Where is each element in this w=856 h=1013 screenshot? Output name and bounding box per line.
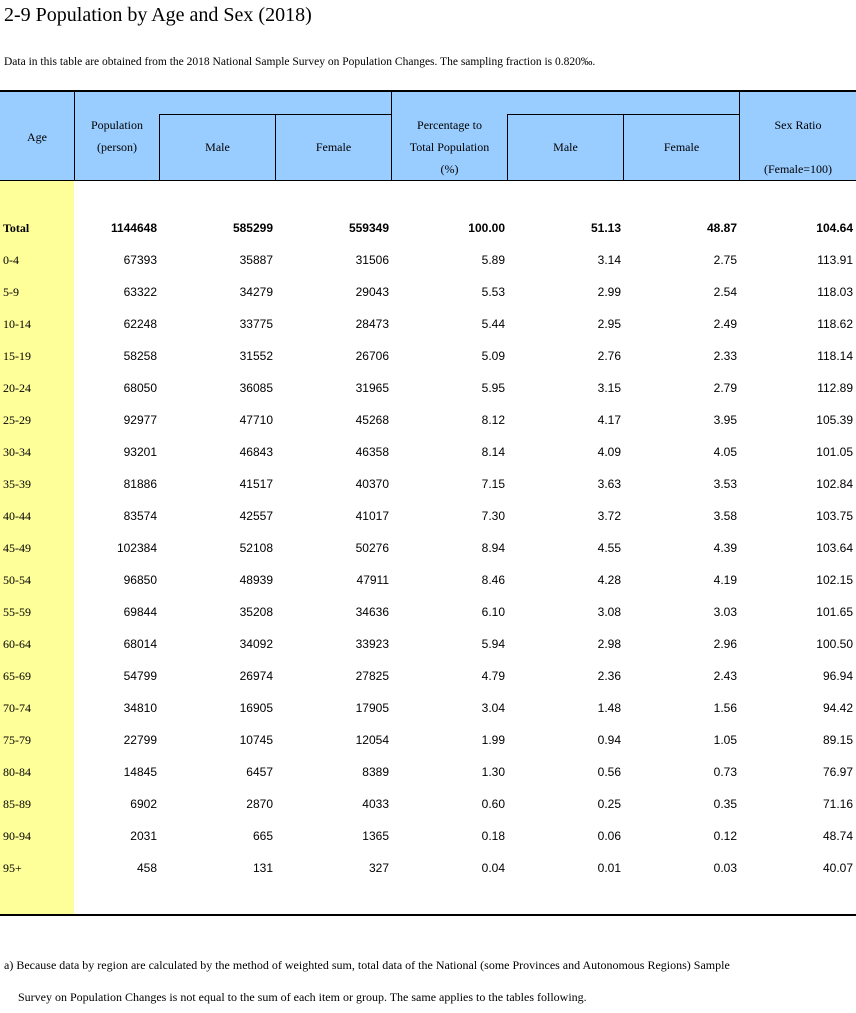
cell-male: 35887: [239, 253, 273, 267]
cell-age: 70-74: [3, 701, 31, 715]
cell-age: 95+: [3, 861, 22, 875]
cell-ratio: 101.05: [816, 445, 853, 459]
cell-pct-male: 1.48: [597, 701, 621, 715]
cell-pct-female: 2.54: [713, 285, 737, 299]
cell-pct-male: 3.08: [597, 605, 621, 619]
cell-ratio: 89.15: [822, 733, 853, 747]
cell-female: 40370: [355, 477, 389, 491]
cell-female: 559349: [348, 221, 389, 235]
cell-male: 52108: [239, 541, 273, 555]
table-row: [0, 276, 856, 308]
header-bottom-rule: [0, 180, 856, 181]
cell-age: 0-4: [3, 253, 19, 267]
cell-age: 80-84: [3, 765, 31, 779]
cell-female: 27825: [355, 669, 389, 683]
cell-pct-male: 0.06: [597, 829, 621, 843]
cell-ratio: 118.62: [817, 317, 853, 331]
table-row: [0, 788, 856, 820]
cell-pct: 8.14: [481, 445, 505, 459]
cell-age: 45-49: [3, 541, 31, 555]
cell-pct-male: 4.55: [597, 541, 621, 555]
cell-pct: 5.95: [481, 381, 505, 395]
cell-pct: 1.30: [481, 765, 505, 779]
cell-male: 42557: [239, 509, 273, 523]
cell-pct-female: 2.79: [713, 381, 737, 395]
cell-pct-female: 0.35: [713, 797, 737, 811]
cell-pct-female: 2.96: [713, 637, 737, 651]
cell-ratio: 112.89: [817, 381, 853, 395]
table-row: [0, 372, 856, 404]
cell-pop: 67393: [123, 253, 157, 267]
cell-ratio: 40.07: [822, 861, 853, 875]
footnote-line: Survey on Population Changes is not equal to the sum of each item or group. The same applies to the tables following.: [18, 990, 587, 1004]
cell-pop: 22799: [123, 733, 157, 747]
cell-male: 131: [252, 861, 273, 875]
table-row: [0, 404, 856, 436]
cell-pct: 5.53: [481, 285, 505, 299]
cell-ratio: 113.91: [817, 253, 853, 267]
cell-female: 31965: [355, 381, 389, 395]
table-row: [0, 308, 856, 340]
header-age: Age: [27, 130, 47, 144]
header-pct-male: Male: [553, 140, 578, 154]
header-percentage-line: Total Population: [409, 140, 490, 154]
table-row: [0, 532, 856, 564]
cell-male: 6457: [246, 765, 273, 779]
cell-pct-male: 4.09: [597, 445, 621, 459]
cell-pct-male: 0.94: [597, 733, 621, 747]
cell-pct-female: 3.58: [713, 509, 737, 523]
cell-male: 41517: [239, 477, 273, 491]
cell-female: 327: [368, 861, 389, 875]
cell-ratio: 104.64: [816, 221, 853, 235]
header-percentage-line: (%): [440, 162, 459, 176]
cell-male: 36085: [239, 381, 273, 395]
cell-age: 50-54: [3, 573, 31, 587]
cell-pct-female: 1.56: [713, 701, 737, 715]
cell-male: 46843: [239, 445, 273, 459]
cell-female: 45268: [355, 413, 389, 427]
cell-pct: 1.99: [481, 733, 505, 747]
table-note: Data in this table are obtained from the 2018 National Sample Survey on Population Changes. The sampling fraction is 0.820‰.: [4, 56, 596, 68]
cell-ratio: 71.16: [822, 797, 853, 811]
cell-ratio: 76.97: [822, 765, 853, 779]
cell-male: 31552: [239, 349, 273, 363]
cell-age: Total: [3, 221, 30, 235]
cell-male: 34092: [239, 637, 273, 651]
table-row: [0, 756, 856, 788]
cell-pct: 0.60: [481, 797, 505, 811]
cell-female: 17905: [355, 701, 389, 715]
cell-male: 26974: [239, 669, 273, 683]
cell-male: 48939: [239, 573, 273, 587]
header-percentage: [392, 114, 507, 180]
cell-pop: 93201: [123, 445, 157, 459]
cell-age: 60-64: [3, 637, 31, 651]
cell-male: 665: [252, 829, 273, 843]
cell-pop: 92977: [123, 413, 157, 427]
cell-age: 20-24: [3, 381, 31, 395]
cell-pct: 5.09: [481, 349, 505, 363]
cell-pct-male: 2.95: [597, 317, 621, 331]
cell-female: 47911: [356, 573, 389, 587]
cell-male: 34279: [239, 285, 273, 299]
cell-male: 10745: [239, 733, 273, 747]
table-row: [0, 692, 856, 724]
cell-pop: 2031: [130, 829, 157, 843]
header-population-line: (person): [97, 140, 137, 154]
cell-age: 90-94: [3, 829, 31, 843]
table-row: [0, 660, 856, 692]
header-top-rule: [0, 90, 856, 92]
cell-female: 8389: [362, 765, 389, 779]
cell-pop: 69844: [123, 605, 157, 619]
cell-pct-female: 3.53: [713, 477, 737, 491]
cell-pct-male: 0.56: [597, 765, 621, 779]
page-title: 2-9 Population by Age and Sex (2018): [4, 4, 312, 26]
header-female: Female: [315, 140, 352, 154]
cell-age: 55-59: [3, 605, 31, 619]
cell-pct-female: 2.43: [713, 669, 737, 683]
cell-age: 5-9: [3, 285, 19, 299]
cell-ratio: 101.65: [816, 605, 853, 619]
header-sex-ratio-line: (Female=100): [763, 162, 833, 176]
cell-pct-female: 4.05: [713, 445, 737, 459]
header-sex-ratio-line: Sex Ratio: [774, 118, 822, 132]
cell-ratio: 48.74: [822, 829, 853, 843]
cell-male: 16905: [239, 701, 273, 715]
cell-pct-male: 3.63: [597, 477, 621, 491]
cell-pct-male: 2.98: [597, 637, 621, 651]
cell-pct-male: 4.28: [597, 573, 621, 587]
cell-pop: 62248: [123, 317, 157, 331]
cell-pop: 81886: [123, 477, 157, 491]
cell-pop: 6902: [130, 797, 157, 811]
cell-pct-female: 1.05: [713, 733, 737, 747]
table-bottom-rule: [0, 914, 856, 916]
cell-pct-female: 0.03: [713, 861, 737, 875]
cell-ratio: 102.15: [816, 573, 853, 587]
cell-age: 75-79: [3, 733, 31, 747]
cell-pct-male: 4.17: [597, 413, 621, 427]
cell-male: 47710: [239, 413, 273, 427]
cell-female: 1365: [362, 829, 389, 843]
cell-pct: 5.89: [481, 253, 505, 267]
cell-female: 41017: [355, 509, 389, 523]
cell-pct-female: 4.19: [713, 573, 737, 587]
cell-pct-male: 2.76: [597, 349, 621, 363]
cell-pop: 68050: [123, 381, 157, 395]
cell-ratio: 103.75: [816, 509, 853, 523]
cell-age: 15-19: [3, 349, 31, 363]
cell-pct-female: 3.03: [713, 605, 737, 619]
cell-pct-female: 3.95: [713, 413, 737, 427]
cell-pct-female: 48.87: [706, 221, 737, 235]
cell-pct: 0.18: [481, 829, 505, 843]
cell-pop: 54799: [123, 669, 157, 683]
cell-female: 12054: [355, 733, 389, 747]
cell-pct: 8.12: [481, 413, 505, 427]
cell-ratio: 96.94: [822, 669, 853, 683]
cell-pct: 100.00: [468, 221, 505, 235]
cell-pct-male: 2.36: [597, 669, 621, 683]
table-row: [0, 564, 856, 596]
header-population-line: Population: [90, 118, 143, 132]
cell-pct-male: 0.25: [597, 797, 621, 811]
header-pct-female: Female: [663, 140, 700, 154]
cell-female: 33923: [355, 637, 389, 651]
cell-pop: 63322: [123, 285, 157, 299]
table-row: [0, 244, 856, 276]
cell-ratio: 118.14: [817, 349, 853, 363]
table-row: [0, 628, 856, 660]
cell-pop: 34810: [123, 701, 157, 715]
table-row: [0, 852, 856, 884]
cell-pop: 14845: [123, 765, 157, 779]
cell-male: 33775: [239, 317, 273, 331]
cell-pct-female: 4.39: [713, 541, 737, 555]
cell-age: 85-89: [3, 797, 31, 811]
cell-ratio: 118.03: [817, 285, 853, 299]
cell-pct: 7.15: [481, 477, 505, 491]
cell-female: 4033: [362, 797, 389, 811]
cell-pct: 7.30: [481, 509, 505, 523]
table-row: [0, 500, 856, 532]
table-row: [0, 596, 856, 628]
table-row: [0, 724, 856, 756]
cell-pct: 5.44: [481, 317, 505, 331]
cell-pct-male: 2.99: [597, 285, 621, 299]
cell-female: 46358: [355, 445, 389, 459]
cell-pct: 8.94: [481, 541, 505, 555]
cell-age: 35-39: [3, 477, 31, 491]
cell-pct-male: 3.15: [597, 381, 621, 395]
cell-pop: 102384: [116, 541, 157, 555]
cell-pct-male: 3.72: [597, 509, 621, 523]
table-row: [0, 468, 856, 500]
cell-ratio: 103.64: [816, 541, 853, 555]
header-percentage-line: Percentage to: [417, 118, 482, 132]
cell-male: 35208: [239, 605, 273, 619]
cell-ratio: 102.84: [816, 477, 853, 491]
footnote-line: a) Because data by region are calculated by the method of weighted sum, total data of the National (some Provinces and Autonomous Regions) Sample: [4, 958, 730, 972]
cell-pct: 3.04: [481, 701, 505, 715]
cell-pct: 8.46: [481, 573, 505, 587]
cell-pct-female: 2.33: [713, 349, 737, 363]
table-row: [0, 436, 856, 468]
header-population: [75, 114, 159, 158]
cell-female: 50276: [355, 541, 389, 555]
cell-pct: 5.94: [481, 637, 505, 651]
table-row: [0, 340, 856, 372]
cell-ratio: 105.39: [816, 413, 853, 427]
cell-female: 31506: [355, 253, 389, 267]
cell-male: 2870: [246, 797, 273, 811]
cell-pct-male: 0.01: [597, 861, 621, 875]
cell-pct-female: 0.73: [713, 765, 737, 779]
cell-pct-male: 51.13: [590, 221, 621, 235]
table-row: [0, 820, 856, 852]
table-row-total: [0, 212, 856, 244]
cell-pct-female: 2.75: [713, 253, 737, 267]
cell-pop: 1144648: [110, 221, 157, 235]
cell-pct-male: 3.14: [597, 253, 621, 267]
cell-female: 29043: [355, 285, 389, 299]
cell-pop: 83574: [123, 509, 157, 523]
cell-age: 30-34: [3, 445, 31, 459]
cell-pct: 0.04: [481, 861, 505, 875]
cell-age: 10-14: [3, 317, 31, 331]
cell-male: 585299: [232, 221, 273, 235]
cell-age: 65-69: [3, 669, 31, 683]
cell-pop: 458: [136, 861, 157, 875]
cell-pop: 96850: [123, 573, 157, 587]
cell-pct: 6.10: [481, 605, 505, 619]
cell-pop: 68014: [123, 637, 157, 651]
cell-female: 26706: [355, 349, 389, 363]
header-male: Male: [205, 140, 230, 154]
cell-female: 34636: [355, 605, 389, 619]
cell-age: 40-44: [3, 509, 31, 523]
cell-ratio: 94.42: [822, 701, 853, 715]
cell-pct-female: 0.12: [713, 829, 737, 843]
cell-female: 28473: [355, 317, 389, 331]
cell-pop: 58258: [123, 349, 157, 363]
cell-ratio: 100.50: [816, 637, 853, 651]
cell-age: 25-29: [3, 413, 31, 427]
cell-pct: 4.79: [481, 669, 505, 683]
cell-pct-female: 2.49: [713, 317, 737, 331]
